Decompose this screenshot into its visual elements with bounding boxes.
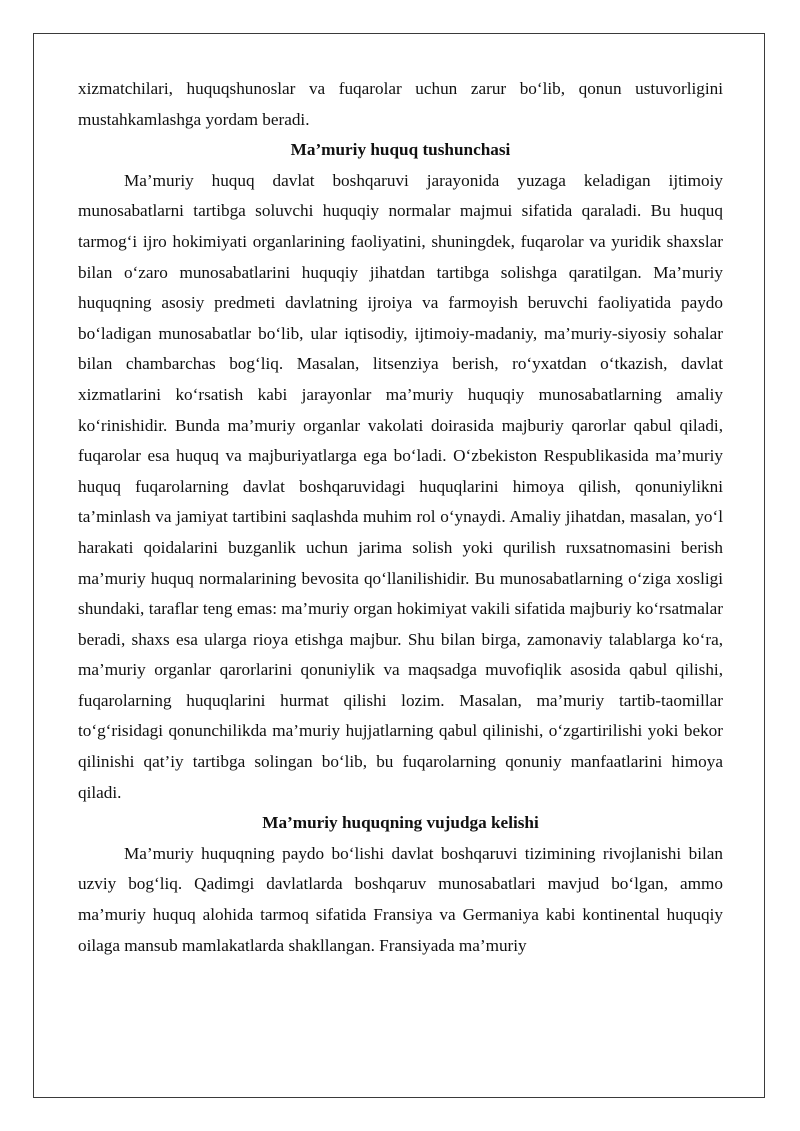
document-body	[78, 74, 723, 961]
section-paragraph-origin: Ma’muriy huquqning paydo bo‘lishi davlat boshqaruvi tizimining rivojlanishi bilan uzviy bog‘liq. Qadimgi davlatlarda boshqaruv munosabatlari mavjud bo‘lgan, ammo ma’muriy huquq alohida tarmoq sifatida Fransiya va Germaniya kabi kontinental huquqiy oilaga mansub mamlakatlarda shakllangan. Fransiyada ma’muriy	[78, 843, 723, 955]
intro-paragraph: xizmatchilari, huquqshunoslar va fuqarolar uchun zarur bo‘lib, qonun ustuvorligini mustahkamlashga yordam beradi.	[78, 79, 723, 129]
section-heading-origin: Ma’muriy huquqning vujudga kelishi	[262, 813, 539, 833]
section-heading-concept: Ma’muriy huquq tushunchasi	[290, 140, 511, 160]
section-paragraph-concept: Ma’muriy huquq davlat boshqaruvi jarayonida yuzaga keladigan ijtimoiy munosabatlarni tartibga soluvchi huquqiy normalar majmui sifatida qaraladi. Bu huquq tarmog‘i ijro hokimiyati organlarining faoliyatini, shuningdek, fuqarolar va yuridik shaxslar bilan o‘zaro munosabatlarini huquqiy jihatdan tartibga solishga qaratilgan. Ma’muriy huquqning asosiy predmeti davlatning ijroiya va farmoyish beruvchi faoliyatida paydo bo‘ladigan munosabatlar bo‘lib, ular iqtisodiy, ijtimoiy-madaniy, ma’muriy-siyosiy sohalar bilan chambarchas bog‘liq. Masalan, litsenziya berish, ro‘yxatdan o‘tkazish, davlat xizmatlarini ko‘rsatish kabi jarayonlar ma’muriy huquqiy munosabatlarning amaliy ko‘rinishidir. Bunda ma’muriy organlar vakolati doirasida majburiy qarorlar qabul qiladi, fuqarolar esa huquq va majburiyatlarga ega bo‘ladi. O‘zbekiston Respublikasida ma’muriy huquq fuqarolarning davlat boshqaruvidagi huquqlarini himoya qilish, qonuniylikni ta’minlash va jamiyat tartibini saqlashda muhim rol o‘ynaydi. Amaliy jihatdan, masalan, yo‘l harakati qoidalarini buzganlik uchun jarima solish yoki qurilish ruxsatnomasini berish ma’muriy huquq normalarining bevosita qo‘llanilishidir. Bu munosabatlarning o‘ziga xosligi shundaki, taraflar teng emas: ma’muriy organ hokimiyat vakili sifatida majburiy ko‘rsatmalar beradi, shaxs esa ularga rioya etishga majbur. Shu bilan birga, zamonaviy talablarga ko‘ra, ma’muriy organlar qarorlarini qonuniylik va maqsadga muvofiqlik asosida qabul qilishi, fuqarolarning huquqlarini hurmat qilishi lozim. Masalan, ma’muriy tartib-taomillar to‘g‘risidagi qonunchilikda ma’muriy hujjatlarning qabul qilinishi, o‘zgartirilishi yoki bekor qilinishi qat’iy tartibga solingan bo‘lib, bu fuqarolarning qonuniy manfaatlarini himoya qiladi.	[78, 170, 723, 802]
